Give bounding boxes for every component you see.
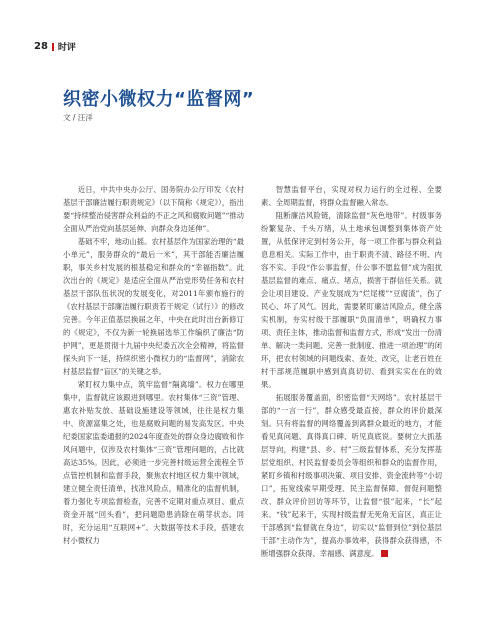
paragraph: 紧盯权力集中点，筑牢监督“隔离墙”。权力在哪里集中，监督就应该跟进到哪里。农村集体“三资”管理、惠农补贴发放、基础设施建设等领域，往往是权力集中、资源富集之处，也是腐败问题的易发高发区。中央纪委国家监委通报的2024年度查处的群众身边腐败和作风问题中，仅涉及农村集体“三资”管理问题的，占比就高达35%。因此，必须进一步完善村级运营全流程全节点管控机制和监督手段，聚焦农村地区权力集中领域，建立健全责任清单，找准风险点，精准化的监督机制，着力强化专项监督检查，完善不定期对重点项目、重点资金开展“回头看”，把问题隐患消除在萌芽状态。同时，充分运用“互联网+”、大数据等技术手段，搭建农村小微权力 (63, 380, 244, 545)
paragraph: 基础不牢，地动山摇。农村基层作为国家治理的“最小单元”，服务群众的“最后一米”，其干部能否廉洁履职，事关乡村发展的根基稳定和群众的“幸福指数”。此次出台的《规定》是适应全面从严治党形势任务和农村基层干部队伍状况的发展变化，对2011年颁布施行的《农村基层干部廉洁履行职责若干规定（试行）》的修改完善。今年正值基层换届之年，中央在此时出台新修订的《规定》，不仅为新一轮换届选举工作编织了廉洁“防护网”，更是贯彻十九届中央纪委五次全会精神，将监督探头向下一延，持续织密小微权力的“监督网”，消除农村基层监督“盲区”的关键之举。 (63, 237, 244, 376)
paragraph-text: 拓展服务覆盖面，织密监督“天网络”。农村基层干部的“一言一行”，群众感受最直接，群众的评价最深刻。只有将监督的网络覆盖到离群众最近的地方，才能看见真问题、真得真口碑、听见真底说。要树立大抓基层导向，构建“县、乡、村”三级监督体系，充分发挥基层党组织、村民监督委员会等组织和群众的监督作用，紧盯乡镇和村级事项决策、项目安排、资金流转等“小切口”，拓宽线索早期受理、民主监督保障、督促问题整改、群众评价回访等环节，让监督“很”起来，“长”起来。“钱”起来干，实现村级监督无死角无盲区，真正让干部感到“监督就在身边”，切实以“监督到位”到位基层干部“主动作为”，提高办事效率，获得群众获得感，不断增强群众获得、幸福感、满意度。 (261, 393, 442, 558)
page-header (34, 40, 76, 53)
section-name: 时评 (57, 43, 76, 53)
paragraph: 阻断廉洁风险链，清除监督“灰色地带”。村级事务纷繁复杂、千头万绪，从土地承包调整到集体资产处置，从低保评定到村务公开，每一项工作都与群众利益息息相关。实际工作中，由于职责不清、路径不明、内容不实、手段“作公事监督，什公事不愿监督”成为阻扰基层监督的难点、痛点、堵点，损害干群信任关系。就会让项目建设、产业发展成为“烂尾楼”“豆腐渣”，伤了民心、坏了风气。因此，需要紧盯廉洁风险点，健全落实机制，夯实村级干部履职“负面清单”，明确权力事项、责任主体，推动监督和监督方式，形成“发出一份清单、解决一类问题、完善一批制度、推进一项治理”的闭环，把农村领域的问题线索、查处、改完，让老百姓在村干部规范履职中感到真真切切、看到实实在在的效果。 (261, 211, 442, 389)
paragraph: 智慧监督平台，实现对权力运行的全过程、全要素、全周期监督，将群众监督融入常态。 (261, 185, 442, 207)
right-column (261, 183, 442, 560)
section-divider (52, 43, 54, 51)
left-column (63, 183, 244, 547)
article-author: 文 / 汪洋 (63, 113, 93, 122)
end-mark-icon (381, 550, 388, 557)
article-title: 织密小微权力“监督网” (63, 89, 255, 110)
paragraph-last (261, 391, 442, 560)
page-number: 28 (34, 41, 48, 52)
paragraph: 近日，中共中央办公厅、国务院办公厅印发《农村基层干部廉洁履行职责规定》（以下简称《规定》），指出要“持续整治侵害群众利益的不正之风和腐败问题”“推动全面从严治党向基层延伸、向群众身边延伸”。 (63, 185, 244, 233)
